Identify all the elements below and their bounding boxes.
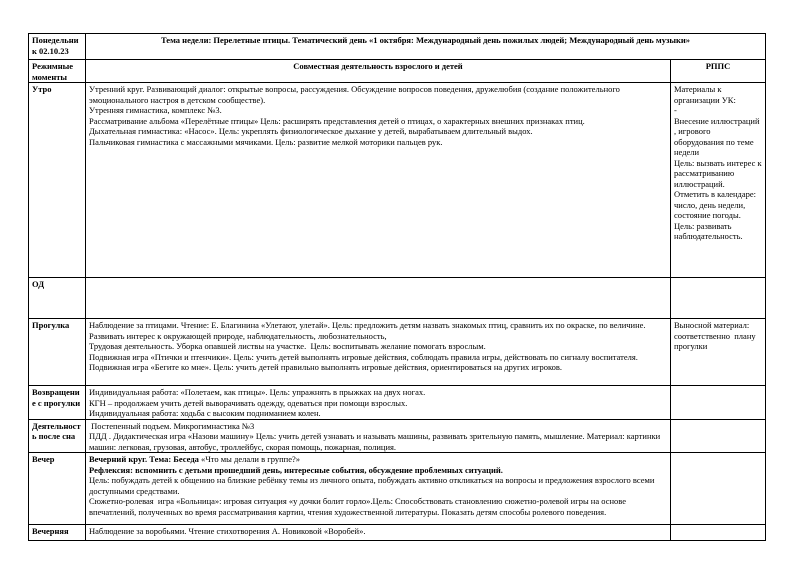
table-row-column-headers [29, 60, 766, 83]
evening-circle-topic: Вечерний круг. Тема: Беседа [89, 454, 199, 464]
walk-activities-cell [86, 319, 671, 386]
rpps-paragraph: Отметить в календаре: число, день недели, состояние погоды. [674, 189, 759, 220]
row-label-walk: Прогулка [29, 319, 86, 386]
column-header-regime: Режимные моменты [29, 60, 86, 83]
activity-paragraph: Сюжетно-ролевая игра «Больница»: игровая ситуация «у дочки болит горло».Цель: Способствовать становлению сюжетно-ролевой игры на основе впечатлений, полученных во время рассматривания картин, чтения художественной литературы. Показать детям способы ролевого поведения. [89, 496, 629, 517]
weekly-plan-table [28, 33, 766, 541]
rpps-paragraph: - [674, 105, 677, 115]
activity-paragraph: Утренняя гимнастика, комплекс №3. [89, 105, 222, 115]
activity-paragraph: Подвижная игра «Бегите ко мне». Цель: учить детей правильно выполнять игровые действия, ориентироваться на других игроков. [89, 362, 563, 372]
after-sleep-rpps-cell [671, 419, 766, 453]
row-label-morning: Утро [29, 83, 86, 278]
row-label-evening-walk: Вечерняя [29, 525, 86, 541]
row-label-od: ОД [29, 278, 86, 319]
activity-paragraph: Индивидуальная работа: ходьба с высоким подниманием колен. [89, 408, 321, 418]
return-rpps-cell [671, 386, 766, 420]
evening-rpps-cell [671, 453, 766, 525]
table-row-header-theme [29, 34, 766, 60]
rpps-paragraph: Цель: развивать наблюдательность. [674, 220, 743, 241]
evening-walk-activities-cell [86, 525, 671, 541]
activity-paragraph: ПДД . Дидактическая игра «Назови машину» Цель: учить детей узнавать и называть машины, развивать зрительную память, мышление. Материал: картинки машин: легковая, грузовая, автобус, троллейбус, скорая помощь, пожарная, полиция. [89, 431, 663, 452]
activity-paragraph: Пальчиковая гимнастика с массажными мячиками. Цель: развитие мелкой моторики пальцев рук. [89, 136, 443, 147]
reflection-line: Рефлексия: вспомнить с детьми прошедший день, интересные события, обсуждение проблемных ситуаций. [89, 464, 503, 475]
evening-circle-topic-rest: «Что мы делали в группе?» [198, 454, 301, 464]
return-activities-cell [86, 386, 671, 420]
activity-paragraph: Подвижная игра «Птички и птенчики». Цель: учить детей выполнять игровые действия, соблюдать правила игры, действовать по сигналу воспитателя. [89, 351, 638, 362]
activity-paragraph: Постепенный подъем. Микрогимнастика №3 [89, 420, 255, 431]
activity-paragraph: Трудовая деятельность. Уборка опавшей листвы на участке. Цель: воспитывать желание помогать взрослым. [89, 341, 486, 351]
morning-rpps-cell [671, 83, 766, 278]
morning-activities-cell [86, 83, 671, 278]
activity-paragraph: Утренний круг. Развивающий диалог: открытые вопросы, рассуждения. Обсуждение вопросов поведения, дружелюбия (создание положительного эмоционального настроя в детском сообществе). [89, 84, 623, 105]
od-rpps-cell [671, 278, 766, 319]
activity-paragraph: Индивидуальная работа: «Полетаем, как птицы». Цель: упражнять в прыжках на двух ногах. [89, 387, 426, 397]
rpps-paragraph: Материалы к организации УК: [674, 84, 736, 105]
activity-paragraph [89, 454, 667, 465]
table-row-morning [29, 83, 766, 278]
table-row-return-from-walk [29, 386, 766, 420]
table-row-after-sleep [29, 419, 766, 453]
rpps-paragraph: Выносной материал: соответственно плану прогулки [674, 320, 758, 351]
day-cell: Понедельник 02.10.23 [29, 34, 86, 60]
column-header-rpps: РППС [671, 60, 766, 83]
row-label-return-from-walk: Возвращение с прогулки [29, 386, 86, 420]
activity-paragraph: Наблюдение за птицами. Чтение: Е. Благинина «Улетают, улетай». Цель: предложить детям назвать знакомых птиц, сравнить их по окраске, по величине. Развивать интерес к окружающей природе, наблюдательность, любознательность, [89, 320, 648, 341]
after-sleep-activities-cell [86, 419, 671, 453]
activity-paragraph: Дыхательная гимнастика: «Насос». Цель: укреплять физиологическое дыхание у детей, вырабатываем длительный выдох. [89, 126, 533, 136]
rpps-paragraph: Внесение иллюстраций , игрового оборудования по теме недели [674, 115, 762, 157]
activity-paragraph: Рассматривание альбома «Перелётные птицы» Цель: расширять представления детей о птицах, о характерных внешних признаках птиц. [89, 115, 585, 126]
table-row-evening-walk [29, 525, 766, 541]
table-row-walk [29, 319, 766, 386]
activity-paragraph: КГН – продолжаем учить детей выворачивать одежду, одеваться при помощи взрослых. [89, 397, 408, 408]
row-label-after-sleep: Деятельность после сна [29, 419, 86, 453]
evening-walk-rpps-cell [671, 525, 766, 541]
od-activities-cell [86, 278, 671, 319]
walk-rpps-cell [671, 319, 766, 386]
evening-activities-cell [86, 453, 671, 525]
row-label-evening: Вечер [29, 453, 86, 525]
table-row-od [29, 278, 766, 319]
activity-paragraph: Наблюдение за воробьями. Чтение стихотворения А. Новиковой «Воробей». [89, 526, 366, 536]
column-header-joint-activity: Совместная деятельность взрослого и детей [86, 60, 671, 83]
rpps-paragraph: Цель: вызвать интерес к рассматриванию иллюстраций. [674, 157, 764, 189]
activity-paragraph: Цель: побуждать детей к общению на близкие ребёнку темы из личного опыта, побуждать активно откликаться на вопросы и предложения взрослого всеми доступными средствами. [89, 475, 657, 496]
week-theme-cell: Тема недели: Перелетные птицы. Тематический день «1 октября: Международный день пожилых людей; Международный день музыки» [86, 34, 766, 60]
table-row-evening [29, 453, 766, 525]
